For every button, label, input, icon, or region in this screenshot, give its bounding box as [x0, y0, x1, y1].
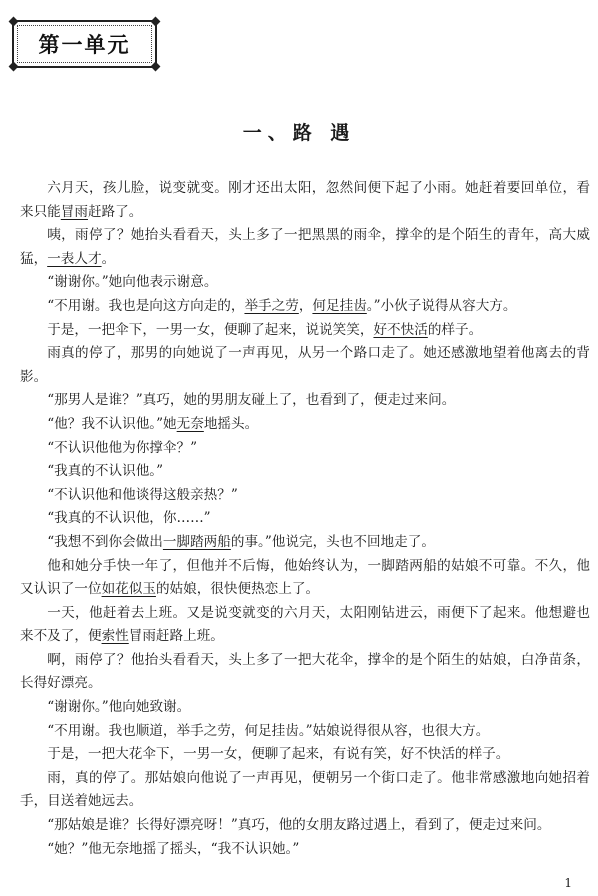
- text-segment: “不用谢。我也是向这方向走的，: [47, 297, 245, 314]
- unit-title: 第一单元: [38, 33, 131, 57]
- story-body: [20, 177, 590, 861]
- paragraph: [20, 649, 590, 696]
- paragraph: [20, 271, 590, 295]
- text-segment: 。”小伙子说得从容大方。: [366, 297, 517, 314]
- paragraph: [20, 531, 590, 555]
- underlined-phrase: 冒雨: [60, 203, 88, 220]
- paragraph: [20, 342, 590, 389]
- text-segment: “不用谢。我也顺道，举手之劳，何足挂齿。”姑娘说得很从容，也很大方。: [47, 722, 490, 739]
- frame-corner-ornament: [9, 17, 19, 27]
- text-segment: 于是，一把大花伞下，一男一女，便聊了起来，有说有笑，好不快活的样子。: [47, 746, 510, 763]
- underlined-phrase: 一表人才: [47, 250, 102, 267]
- underlined-phrase: 索性: [101, 628, 129, 645]
- page-number: 1: [564, 876, 572, 890]
- paragraph: [20, 602, 590, 649]
- paragraph: [20, 389, 590, 413]
- text-segment: 雨真的停了，那男的向她说了一声再见，从另一个路口走了。她还感激地望着他离去的背影。: [20, 345, 590, 385]
- paragraph: [20, 460, 590, 484]
- text-segment: “我真的不认识他。”: [47, 463, 164, 480]
- text-segment: 的姑娘，很快便热恋上了。: [155, 581, 320, 598]
- text-segment: “那男人是谁？”真巧，她的男朋友碰上了，也看到了，便走过来问。: [47, 392, 456, 409]
- paragraph: [20, 319, 590, 343]
- paragraph: [20, 555, 590, 602]
- text-segment: 冒雨赶路上班。: [128, 628, 224, 645]
- frame-corner-ornament: [151, 17, 161, 27]
- paragraph: [20, 767, 590, 814]
- underlined-phrase: 何足挂齿: [312, 297, 367, 314]
- text-segment: “她？”他无奈地摇了摇头，“我不认识她。”: [47, 840, 300, 857]
- text-segment: “他？我不认识他。”她: [47, 415, 177, 432]
- text-segment: 六月天，孩儿脸，说变就变。刚才还出太阳，忽然间便下起了小雨。她赶着要回单位，看来只能: [20, 180, 590, 220]
- frame-corner-ornament: [9, 62, 19, 72]
- underlined-phrase: 举手之劳: [244, 297, 299, 314]
- paragraph: [20, 484, 590, 508]
- paragraph: [20, 720, 590, 744]
- paragraph: [20, 696, 590, 720]
- text-segment: “谢谢你。”他向她致谢。: [47, 699, 191, 716]
- underlined-phrase: 如花似玉: [101, 581, 156, 598]
- paragraph: [20, 743, 590, 767]
- paragraph: [20, 295, 590, 319]
- underlined-phrase: 好不快活: [373, 321, 428, 338]
- text-segment: 。: [101, 250, 116, 267]
- text-segment: “那姑娘是谁？长得好漂亮呀！”真巧，他的女朋友路过遇上，看到了，便走过来问。: [47, 817, 551, 834]
- text-segment: 一天，他赶着去上班。又是说变就变的六月天，太阳刚钻进云，雨便下了起来。他想避也来不及了，便: [20, 604, 590, 645]
- text-segment: ，: [298, 297, 313, 314]
- text-segment: 他和她分手快一年了，但他并不后悔，他始终认为，一脚踏两船的姑娘不可靠。不久，他又认识了一位: [20, 557, 590, 598]
- text-segment: “不认识他和他谈得这般亲热？”: [47, 486, 238, 503]
- paragraph: [20, 814, 590, 838]
- paragraph: [20, 507, 590, 531]
- text-segment: 的样子。: [427, 321, 483, 338]
- underlined-phrase: 无奈: [176, 415, 204, 432]
- text-segment: “不认识他他为你撑伞？”: [47, 439, 198, 456]
- underlined-phrase: 一脚踏两船: [162, 533, 231, 550]
- text-segment: 咦，雨停了？她抬头看看天，头上多了一把黑黑的雨伞，撑伞的是个陌生的青年，高大威猛，: [20, 227, 590, 267]
- text-segment: 啊，雨停了？他抬头看看天，头上多了一把大花伞，撑伞的是个陌生的姑娘，白净苗条，长得好漂亮。: [20, 651, 590, 692]
- paragraph: [20, 437, 590, 461]
- text-segment: 于是，一把伞下，一男一女，便聊了起来，说说笑笑，: [47, 321, 374, 338]
- unit-title-frame: [12, 20, 157, 68]
- text-segment: 雨，真的停了。那姑娘向他说了一声再见，便朝另一个街口走了。他非常感激地向她招着手，目送着她远去。: [20, 769, 590, 810]
- text-segment: 的事。”他说完，头也不回地走了。: [230, 533, 435, 550]
- text-segment: “我想不到你会做出: [47, 533, 163, 550]
- paragraph: [20, 413, 590, 437]
- text-segment: 赶路了。: [87, 203, 143, 220]
- text-segment: “谢谢你。”她向他表示谢意。: [47, 274, 218, 291]
- lesson-title: 一、路 遇: [242, 122, 356, 144]
- text-segment: 地摇头。: [203, 415, 259, 432]
- paragraph: [20, 838, 590, 862]
- text-segment: “我真的不认识他，你……”: [47, 510, 211, 527]
- frame-corner-ornament: [151, 62, 161, 72]
- paragraph: [20, 224, 590, 271]
- paragraph: [20, 177, 590, 224]
